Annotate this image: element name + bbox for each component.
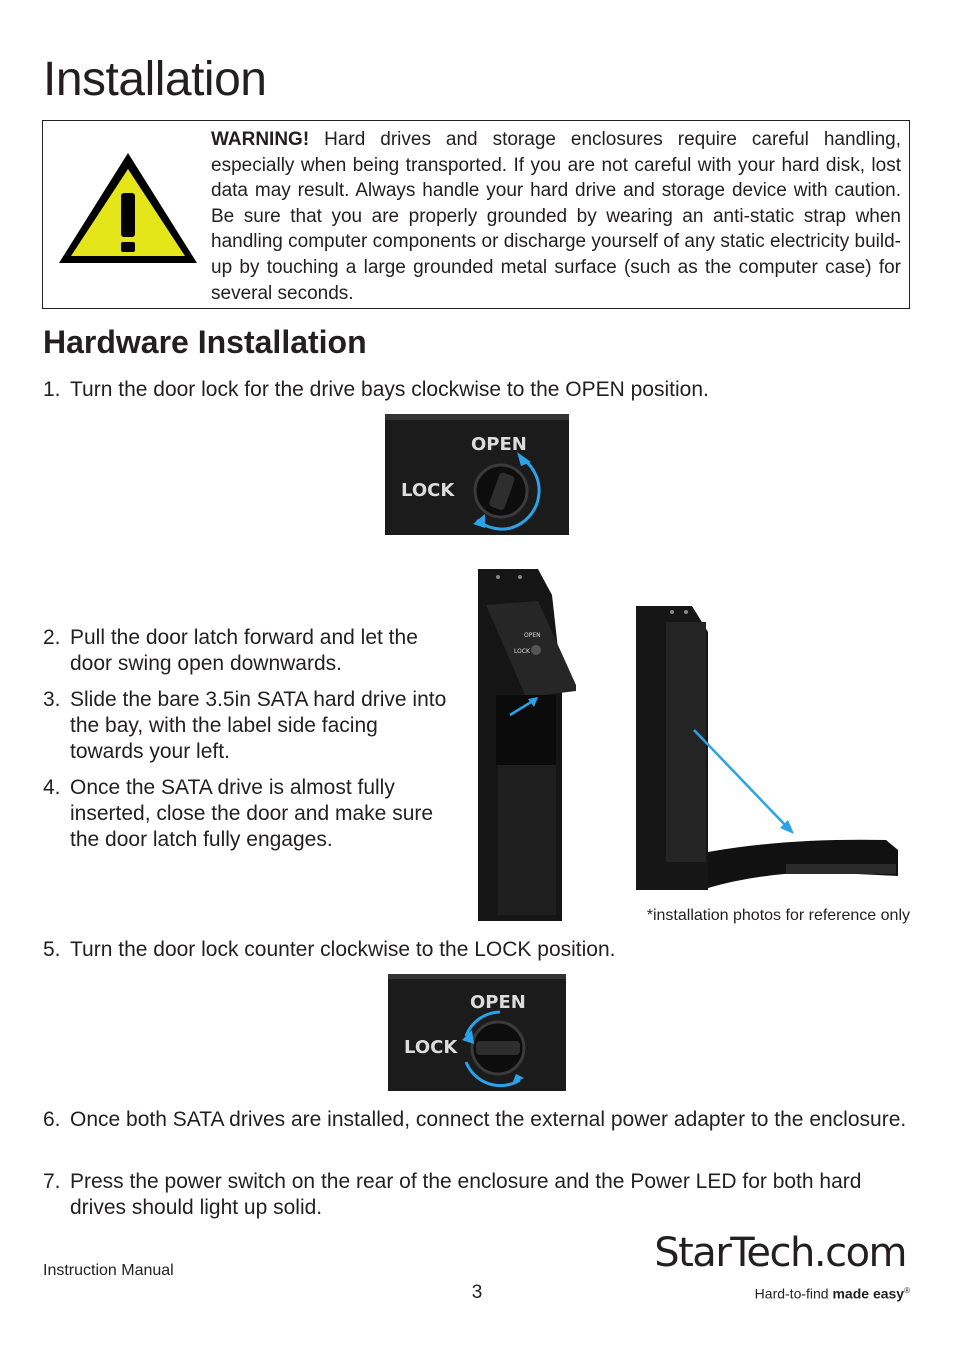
step-number: 7. <box>43 1170 61 1193</box>
warning-text <box>211 127 901 306</box>
step-2 <box>43 625 463 677</box>
open-label-2: OPEN <box>470 992 526 1013</box>
step-text: Slide the bare 3.5in SATA hard drive into the bay, with the label side facing towards your left. <box>70 688 447 763</box>
latch-open-label: OPEN <box>524 632 541 639</box>
door-latch-image <box>476 565 578 923</box>
footer-document-type: Instruction Manual <box>43 1262 174 1279</box>
door-lock-closed-image <box>388 974 566 1091</box>
door-lock-closed-photo <box>388 974 566 1091</box>
warning-label: WARNING! <box>211 129 310 150</box>
tagline-mark: ® <box>904 1286 910 1295</box>
step-number: 1. <box>43 378 61 401</box>
photo-caption: *installation photos for reference only <box>646 907 910 924</box>
step-text: Pull the door latch forward and let the door swing open downwards. <box>70 626 418 675</box>
step-text: Press the power switch on the rear of the enclosure and the Power LED for both hard drives should light up solid. <box>70 1170 862 1219</box>
door-lock-open-image <box>385 414 569 535</box>
warning-triangle-icon <box>55 149 201 267</box>
warning-body: Hard drives and storage enclosures require careful handling, especially when being transported. If you are not careful with your hard disk, lost data may result. Always handle your hard drive and storage device with caution. Be sure that you are properly grounded by wearing an anti-static strap when handling computer components or discharge yourself of any static electricity build-up by touching a large grounded metal surface (such as the computer case) for several seconds. <box>211 129 901 304</box>
step-text: Turn the door lock for the drive bays clockwise to the OPEN position. <box>70 378 709 401</box>
step-number: 3. <box>43 688 61 711</box>
step-number: 5. <box>43 938 61 961</box>
lock-label: LOCK <box>401 480 455 501</box>
step-text: Turn the door lock counter clockwise to the LOCK position. <box>70 938 616 961</box>
drive-insertion-image <box>636 602 904 890</box>
brand-name: StarTech.com <box>654 1230 906 1276</box>
step-number: 4. <box>43 776 61 799</box>
door-latch-photo <box>476 565 578 923</box>
door-lock-open-photo <box>385 414 569 535</box>
brand-tagline <box>755 1282 910 1303</box>
page-number: 3 <box>471 1282 483 1303</box>
step-4 <box>43 775 463 853</box>
warning-box <box>42 120 910 309</box>
step-number: 2. <box>43 626 61 649</box>
drive-insertion-photo <box>636 602 904 890</box>
lock-label-2: LOCK <box>404 1037 458 1058</box>
page-title: Installation <box>43 53 267 106</box>
step-3 <box>43 687 463 765</box>
step-text: Once both SATA drives are installed, connect the external power adapter to the enclosure. <box>70 1108 907 1131</box>
open-label: OPEN <box>471 434 527 455</box>
tagline-bold: made easy <box>832 1285 905 1302</box>
step-text: Once the SATA drive is almost fully inserted, close the door and make sure the door latch fully engages. <box>70 776 434 851</box>
tagline-plain: Hard-to-find <box>754 1285 833 1302</box>
section-title: Hardware Installation <box>43 324 367 360</box>
latch-lock-label: LOCK <box>514 648 530 655</box>
step-number: 6. <box>43 1108 61 1131</box>
step-7 <box>43 1169 923 1221</box>
startech-logo <box>654 1228 914 1308</box>
step-6 <box>43 1107 923 1159</box>
